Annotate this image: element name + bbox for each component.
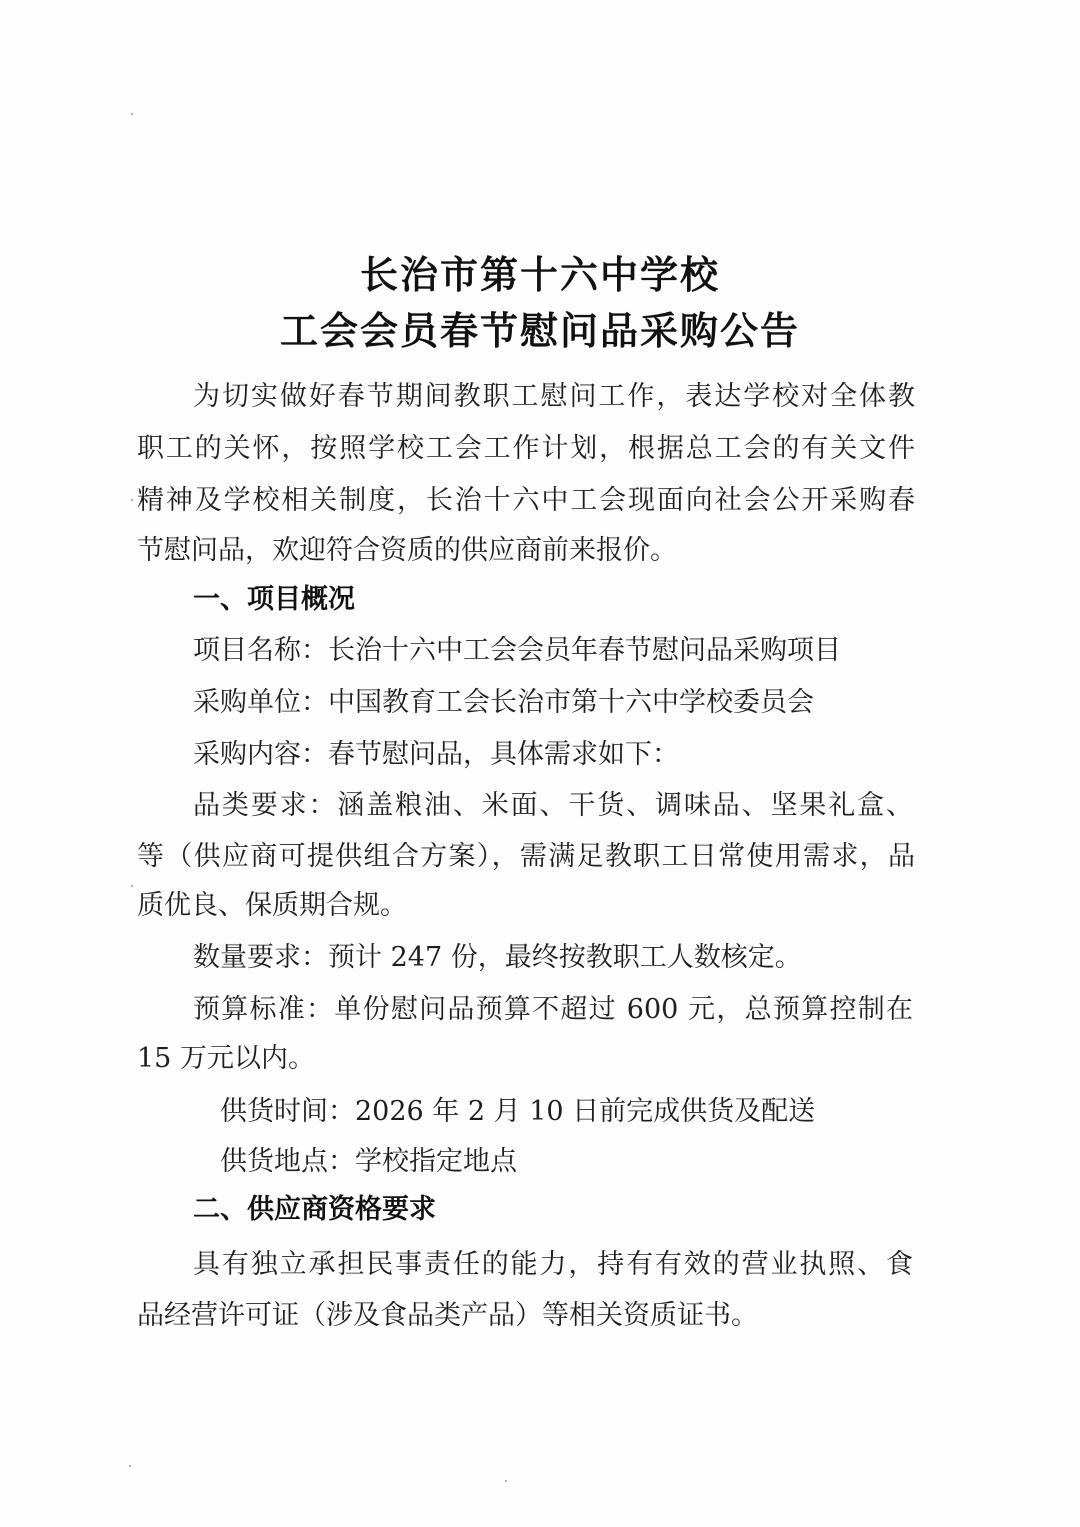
- qualification-line-2: 品经营许可证（涉及食品类产品）等相关资质证书。: [137, 1300, 758, 1331]
- qualification-line-1: 具有独立承担民事责任的能力，持有有效的营业执照、食: [193, 1249, 913, 1280]
- category-line-1: 品类要求：涵盖粮油、米面、干货、调味品、坚果礼盒、: [193, 790, 913, 821]
- category-line-3: 质优良、保质期合规。: [137, 890, 407, 921]
- budget-line-2: 15 万元以内。: [137, 1043, 315, 1074]
- quantity-line: 数量要求：预计 247 份，最终按教职工人数核定。: [193, 942, 802, 973]
- project-name-line: 项目名称：长治十六中工会会员年春节慰问品采购项目: [193, 635, 841, 666]
- intro-line-3: 精神及学校相关制度，长治十六中工会现面向社会公开采购春: [137, 485, 915, 516]
- intro-line-2: 职工的关怀，按照学校工会工作计划，根据总工会的有关文件: [137, 433, 915, 464]
- scan-speck: [505, 1480, 507, 1482]
- purchase-content-line: 采购内容：春节慰问品，具体需求如下：: [193, 739, 679, 770]
- purchaser-line: 采购单位：中国教育工会长治市第十六中学校委员会: [193, 687, 814, 718]
- scan-speck: [131, 885, 133, 887]
- category-line-2: 等（供应商可提供组合方案），需满足教职工日常使用需求，品: [137, 841, 915, 872]
- scan-speck: [131, 113, 133, 115]
- document-title-line2: 工会会员春节慰问品采购公告: [279, 309, 800, 353]
- section-heading-supplier-qualification: 二、供应商资格要求: [193, 1194, 436, 1225]
- intro-line-4: 节慰问品，欢迎符合资质的供应商前来报价。: [137, 535, 677, 566]
- intro-line-1: 为切实做好春节期间教职工慰问工作，表达学校对全体教: [193, 381, 915, 412]
- supply-place-line: 供货地点：学校指定地点: [220, 1146, 517, 1177]
- scan-speck: [129, 1465, 131, 1467]
- budget-line-1: 预算标准：单份慰问品预算不超过 600 元，总预算控制在: [193, 994, 913, 1025]
- scan-speck: [131, 499, 133, 501]
- document-title-line1: 长治市第十六中学校: [359, 253, 720, 297]
- supply-time-line: 供货时间：2026 年 2 月 10 日前完成供货及配送: [220, 1096, 816, 1127]
- section-heading-project-overview: 一、项目概况: [193, 584, 355, 615]
